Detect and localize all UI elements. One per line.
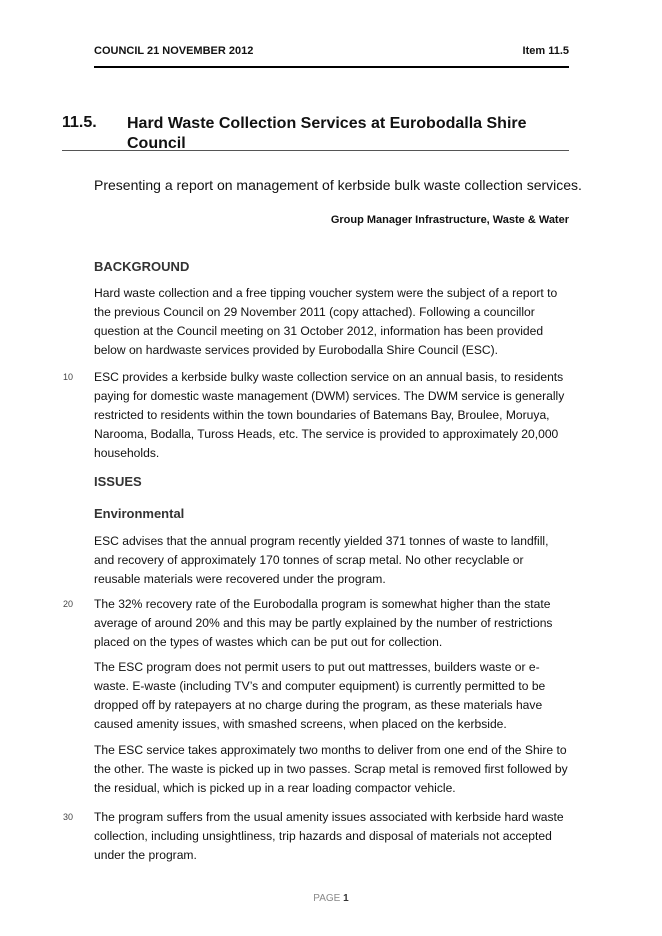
environmental-heading: Environmental — [94, 506, 185, 521]
footer-page-label: PAGE — [313, 893, 341, 904]
header-rule — [94, 66, 569, 68]
page-header — [94, 45, 569, 63]
paragraph: Hard waste collection and a free tipping voucher system were the subject of a report to the previous Council on 29 November 2011 (copy attached). Following a councillor question at the Council meeting on 31 October 2012, information has been provided below on hardwaste services provided by Eurobodalla Shire Council (ESC). — [94, 286, 558, 357]
signatory: Group Manager Infrastructure, Waste & Water — [330, 214, 569, 226]
page-footer — [0, 893, 662, 904]
title-number: 11.5. — [62, 114, 97, 131]
line-number: 10 — [63, 372, 74, 382]
page-title: Hard Waste Collection Services at Eurobodalla Shire Council — [127, 115, 527, 152]
paragraph: ESC provides a kerbside bulky waste collection service on an annual basis, to residents paying for domestic waste management (DWM) services. The DWM service is generally restricted to residents within the town boundaries of Batemans Bay, Broulee, Moruya, Narooma, Bodalla, Tuross Heads, etc. The service is provided to approximately 20,000 households. — [94, 370, 565, 460]
intro-text: Presenting a report on management of kerbside bulk waste collection services. — [94, 177, 582, 193]
line-number: 30 — [63, 812, 74, 822]
paragraph: The 32% recovery rate of the Eurobodalla program is somewhat higher than the state average of around 20% and this may be partly explained by the number of restrictions placed on the types of wastes which can be put out for collection. — [94, 597, 553, 649]
paragraph: The program suffers from the usual amenity issues associated with kerbside hard waste collection, including unsightliness, trip hazards and disposal of materials not accepted under the program. — [94, 810, 564, 862]
background-heading: BACKGROUND — [94, 259, 190, 274]
header-item-number: Item 11.5 — [522, 45, 569, 57]
footer-page-number: 1 — [343, 893, 349, 904]
issues-heading: ISSUES — [94, 474, 142, 489]
line-number: 20 — [63, 599, 74, 609]
header-meeting-date: COUNCIL 21 NOVEMBER 2012 — [94, 45, 254, 57]
paragraph: ESC advises that the annual program recently yielded 371 tonnes of waste to landfill, and recovery of approximately 170 tonnes of scrap metal. No other recyclable or reusable materials were recovered under the program. — [94, 534, 549, 586]
title-rule — [62, 150, 569, 151]
paragraph: The ESC service takes approximately two months to deliver from one end of the Shire to the other. The waste is picked up in two passes. Scrap metal is removed first followed by the residual, which is picked up in a rear loading compactor vehicle. — [94, 743, 568, 795]
paragraph: The ESC program does not permit users to put out mattresses, builders waste or e-waste. E-waste (including TV’s and computer equipment) is currently permitted to be dropped off by ratepayers at no charge during the program, as these materials have caused amenity issues, with smashed screens, when placed on the kerbside. — [94, 660, 546, 731]
